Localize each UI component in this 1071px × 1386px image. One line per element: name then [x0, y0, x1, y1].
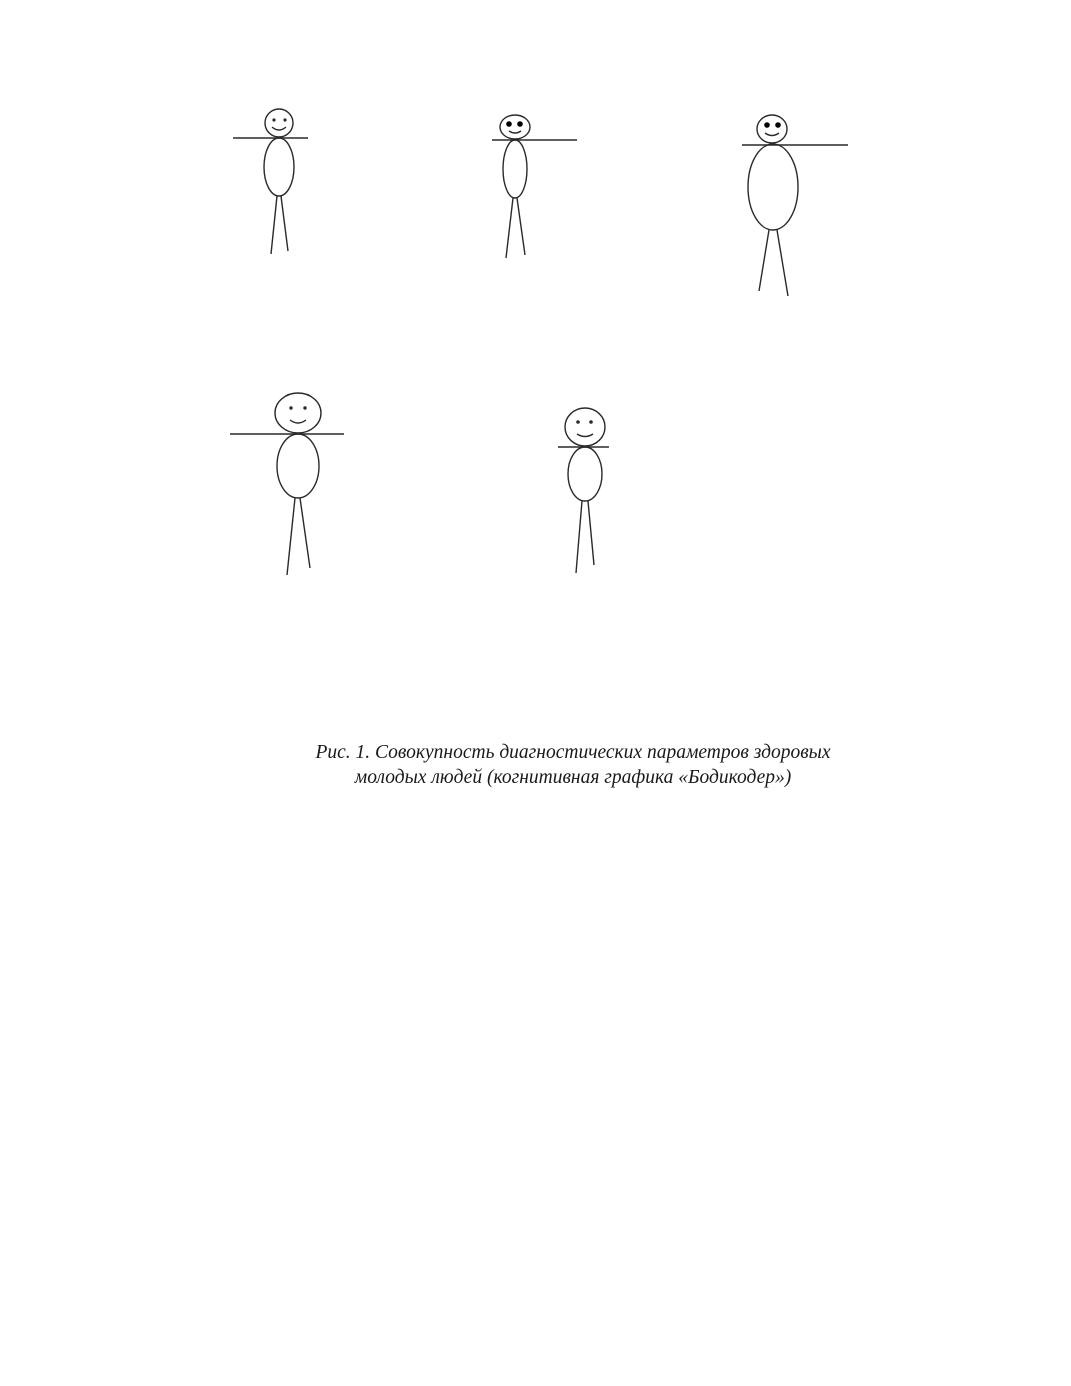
figure-3-right-leg — [777, 230, 788, 296]
figure-3-right-eye — [775, 122, 781, 128]
stick-figure-4 — [230, 393, 344, 575]
figure-2-body — [503, 140, 527, 198]
figure-3-head — [757, 115, 787, 143]
figure-1-mouth — [272, 127, 286, 130]
figure-2-mouth — [509, 131, 521, 133]
figure-5-head — [565, 408, 605, 446]
figure-4-head — [275, 393, 321, 433]
figure-1-head — [265, 109, 293, 137]
figure-1-left-leg — [271, 196, 277, 254]
figure-5-right-leg — [588, 501, 594, 565]
stick-figure-5 — [558, 408, 609, 573]
figure-5-mouth — [577, 434, 593, 437]
figure-4-left-eye — [289, 406, 292, 409]
figure-1-right-leg — [281, 196, 288, 251]
figure-2-left-leg — [506, 198, 513, 258]
figure-4-body — [277, 434, 319, 498]
figure-5-right-eye — [589, 420, 593, 424]
figure-4-left-leg — [287, 498, 295, 575]
figure-caption — [200, 740, 946, 790]
stick-figure-1 — [233, 109, 308, 254]
figure-2-right-eye — [517, 121, 523, 127]
figure-2-head — [500, 115, 530, 139]
figure-3-left-eye — [764, 122, 770, 128]
figure-2-left-eye — [506, 121, 512, 127]
figure-3-body — [748, 144, 798, 230]
figure-4-mouth — [290, 420, 306, 423]
figure-5-left-eye — [576, 420, 580, 424]
figure-1-body — [264, 138, 294, 196]
stick-figure-3 — [742, 115, 848, 296]
figure-4-right-eye — [303, 406, 306, 409]
figure-5-left-leg — [576, 501, 582, 573]
figure-3-left-leg — [759, 230, 769, 291]
figure-1-left-eye — [272, 118, 275, 121]
figure-3-mouth — [765, 133, 779, 136]
stick-figure-2 — [492, 115, 577, 258]
figure-caption-line-2: молодых людей (когнитивная графика «Бодикодер») — [354, 767, 792, 788]
figure-4-right-leg — [300, 498, 310, 568]
figure-1-right-eye — [283, 118, 286, 121]
figure-5-body — [568, 447, 602, 501]
figure-2-right-leg — [517, 198, 525, 255]
figure-caption-line-1: Рис. 1. Совокупность диагностических параметров здоровых — [315, 742, 831, 763]
